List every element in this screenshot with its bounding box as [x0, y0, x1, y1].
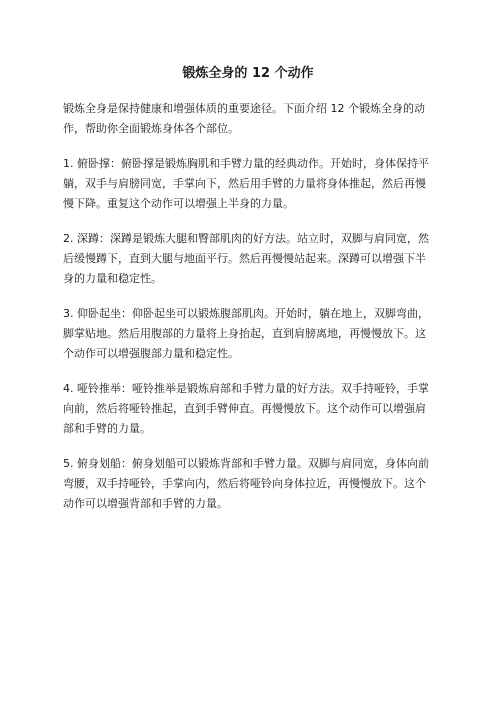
paragraph-squat: 2. 深蹲：深蹲是锻炼大腿和臀部肌肉的好方法。站立时，双脚与肩同宽，然后缓慢蹲下，直到大腿与地面平行。然后再慢慢站起来。深蹲可以增强下半身的力量和稳定性。	[63, 232, 429, 285]
paragraph-pushup: 1. 俯卧撑：俯卧撑是锻炼胸肌和手臂力量的经典动作。开始时，身体保持平躺，双手与肩膀同宽，手掌向下，然后用手臂的力量将身体推起，然后再慢慢下降。重复这个动作可以增强上半身的力量。	[63, 157, 429, 210]
paragraph-bent-over-row: 5. 俯身划船：俯身划船可以锻炼背部和手臂力量。双脚与肩同宽，身体向前弯腰，双手持哑铃，手掌向内，然后将哑铃向身体拉近，再慢慢放下。这个动作可以增强背部和手臂的力量。	[63, 457, 429, 510]
paragraph-dumbbell-press: 4. 哑铃推举：哑铃推举是锻炼肩部和手臂力量的好方法。双手持哑铃，手掌向前，然后将哑铃推起，直到手臂伸直。再慢慢放下。这个动作可以增强肩部和手臂的力量。	[63, 382, 429, 435]
document-title: 锻炼全身的 12 个动作	[182, 66, 314, 81]
document-body	[63, 99, 435, 529]
paragraph-intro: 锻炼全身是保持健康和增强体质的重要途径。下面介绍 12 个锻炼全身的动作，帮助你全面锻炼身体各个部位。	[63, 102, 425, 135]
paragraph-situp: 3. 仰卧起坐：仰卧起坐可以锻炼腹部肌肉。开始时，躺在地上，双脚弯曲，脚掌贴地。然后用腹部的力量将上身抬起，直到肩膀离地，再慢慢放下。这个动作可以增强腹部力量和稳定性。	[63, 307, 429, 360]
